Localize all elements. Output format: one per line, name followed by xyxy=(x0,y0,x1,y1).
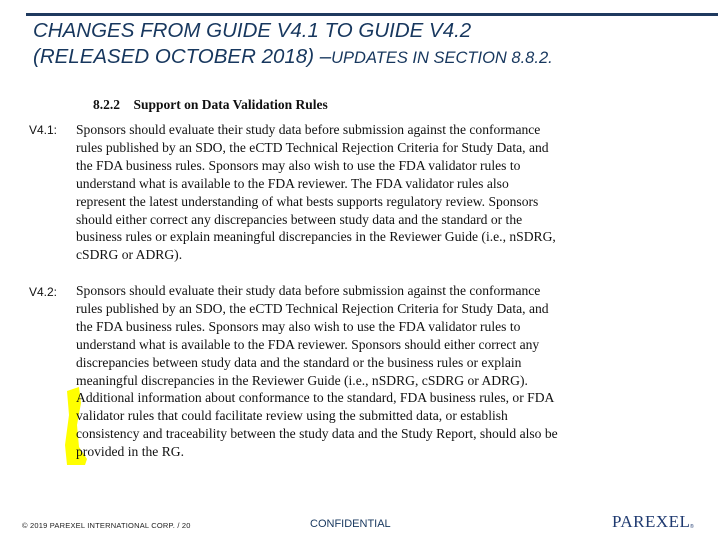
v41-line: Sponsors should evaluate their study data before submission against the conformance xyxy=(76,122,541,137)
v42-label: V4.2: xyxy=(29,285,58,299)
v41-line: rules published by an SDO, the eCTD Technical Rejection Criteria for Study Data, and xyxy=(76,139,549,155)
v41-line: business rules or explain meaningful discrepancies in the Reviewer Guide (i.e., nSDRG, xyxy=(76,229,556,245)
section-heading: 8.2.2 Support on Data Validation Rules xyxy=(93,97,328,112)
title-line-2 xyxy=(33,44,713,71)
v42-line: discrepancies between study data and the standard or the business rules or explain xyxy=(76,354,522,370)
v42-line: validator rules that could facilitate review using the submitted data, or establish xyxy=(76,408,508,424)
title-rule xyxy=(26,13,718,16)
v42-line: the FDA business rules. Sponsors may also wish to use the FDA validator rules to xyxy=(76,318,521,334)
v42-line: Sponsors should evaluate their study data before submission against the conformance xyxy=(76,283,541,298)
v42-line: Additional information about conformance to the standard, FDA business rules, or FDA xyxy=(76,390,555,406)
v41-line: should either correct any discrepancies between study data and the standard or the xyxy=(76,211,523,227)
v42-paragraph xyxy=(76,282,558,461)
v41-paragraph xyxy=(76,121,556,264)
parexel-logo: PAREXEL xyxy=(612,512,691,531)
title-line-2-small: UPDATES IN SECTION 8.8.2. xyxy=(331,49,553,67)
logo-registered-mark: ® xyxy=(690,524,694,530)
v42-line: meaningful discrepancies in the Reviewer Guide (i.e., nSDRG, cSDRG or ADRG). xyxy=(76,372,528,388)
v41-label: V4.1: xyxy=(29,123,58,137)
v42-line: understand what is available to the FDA reviewer. Sponsors should either correct any xyxy=(76,336,540,352)
footer-copyright: © 2019 PAREXEL INTERNATIONAL CORP. / 20 xyxy=(22,521,191,530)
footer-confidential: CONFIDENTIAL xyxy=(310,518,391,530)
v41-line: understand what is available to the FDA reviewer. The FDA validator rules also xyxy=(76,175,509,191)
slide-title xyxy=(33,18,713,71)
v41-line: cSDRG or ADRG). xyxy=(76,247,183,263)
v41-line: represent the latest understanding of what bests supports regulatory review. Sponsors xyxy=(76,193,539,209)
v41-line: the FDA business rules. Sponsors may also wish to use the FDA validator rules to xyxy=(76,157,521,173)
title-line-1: CHANGES FROM GUIDE V4.1 TO GUIDE V4.2 xyxy=(33,19,472,42)
v42-line: rules published by an SDO, the eCTD Technical Rejection Criteria for Study Data, and xyxy=(76,300,549,316)
v42-line: consistency and traceability between the study data and the Study Report, should also be xyxy=(76,426,558,442)
v42-line: provided in the RG. xyxy=(76,444,184,460)
title-line-2-main: (RELEASED OCTOBER 2018) – xyxy=(33,45,332,68)
